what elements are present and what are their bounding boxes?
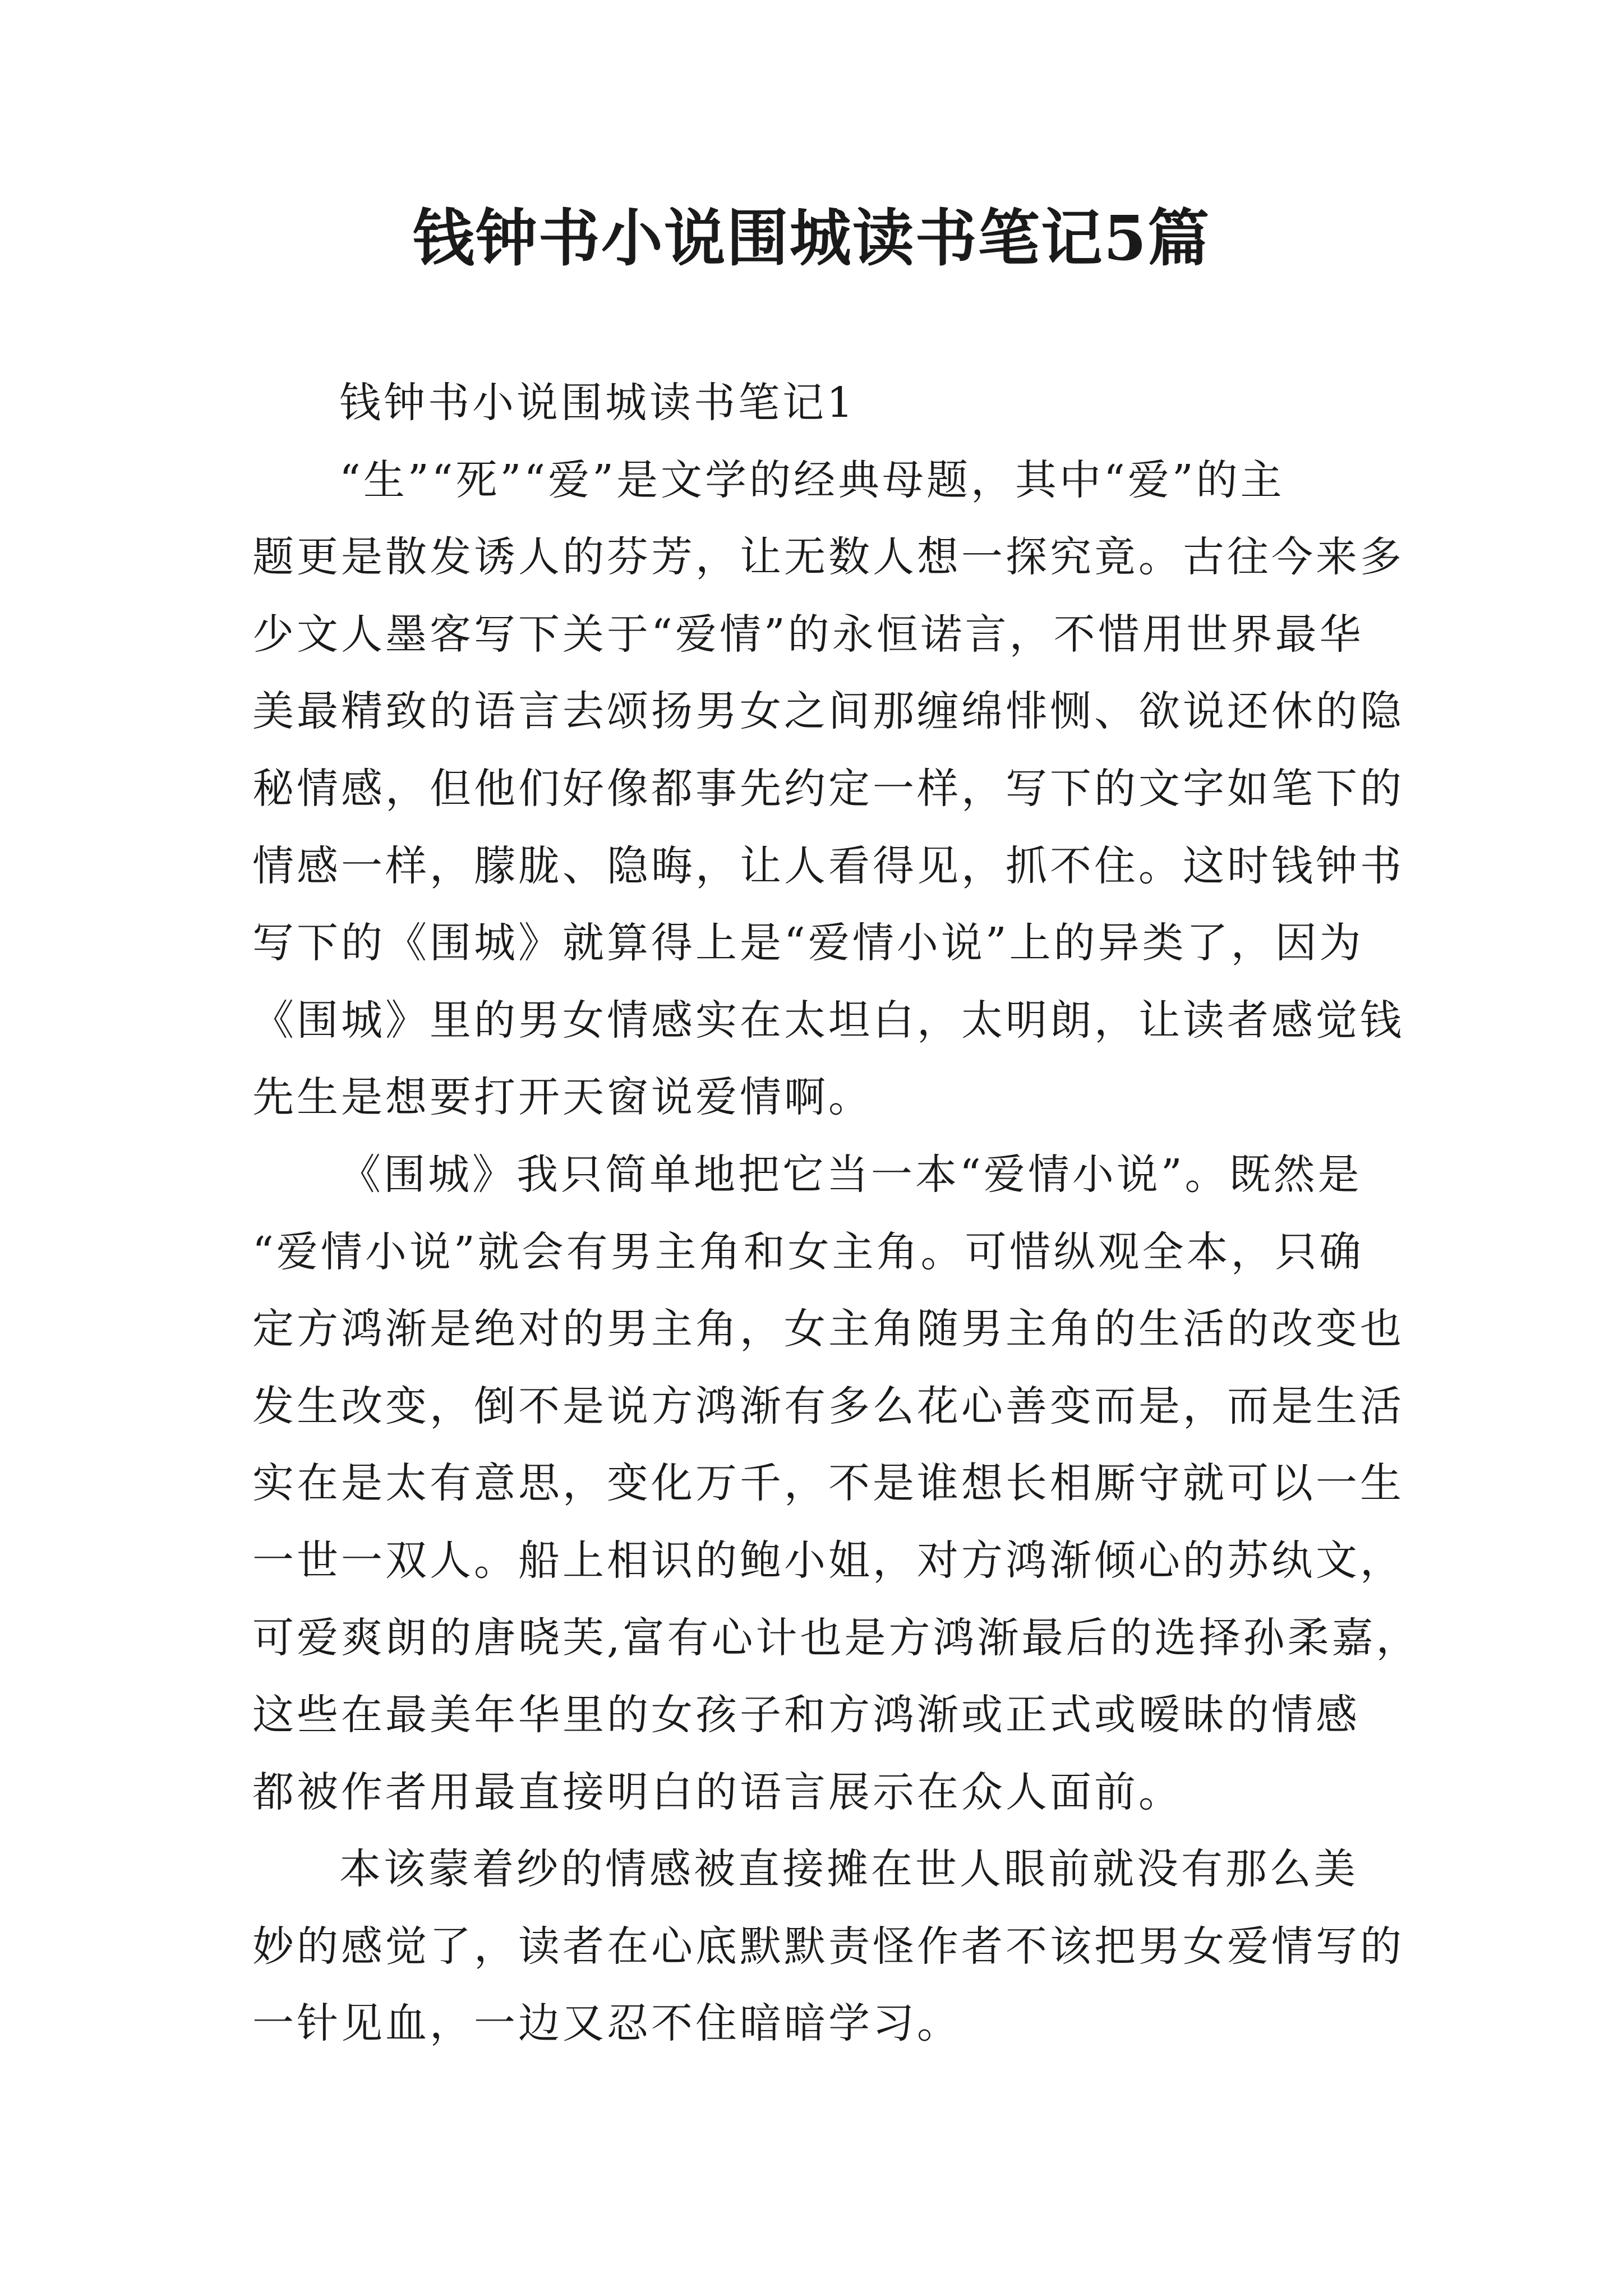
paragraph-line: 先生是想要打开天窗说爱情啊。: [252, 1073, 873, 1122]
paragraph-2: [252, 1137, 1421, 1831]
paragraph-line: 情感一样，朦胧、隐晦，让人看得见，抓不住。这时钱钟书: [252, 841, 1404, 890]
paragraph-line: 发生改变，倒不是说方鸿渐有多么花心善变而是，而是生活: [252, 1382, 1404, 1430]
paragraph-line: 实在是太有意思，变化万千，不是谁想长相厮守就可以一生: [252, 1459, 1404, 1508]
paragraph-line: 少文人墨客写下关于“爱情”的永恒诺言，不惜用世界最华: [252, 610, 1364, 659]
paragraph-line: 都被作者用最直接明白的语言展示在众人面前。: [252, 1768, 1183, 1816]
paragraph-line: 《围城》里的男女情感实在太坦白，太明朗，让读者感觉钱: [252, 996, 1404, 1045]
paragraph-3: [252, 1831, 1404, 2063]
paragraph-line: 《围城》我只简单地把它当一本“爱情小说”。既然是: [339, 1150, 1362, 1199]
paragraph-line: 可爱爽朗的唐晓芙,富有心计也是方鸿渐最后的选择孙柔嘉，: [252, 1613, 1421, 1662]
document-title: 钱钟书小说围城读书笔记5篇: [412, 202, 1211, 274]
paragraph-line: 美最精致的语言去颂扬男女之间那缠绵悱恻、欲说还休的隐: [252, 687, 1404, 736]
paragraph-line: 这些在最美年华里的女孩子和方鸿渐或正式或暧昧的情感: [252, 1691, 1360, 1740]
paragraph-line: 一世一双人。船上相识的鲍小姐，对方鸿渐倾心的苏纨文，: [252, 1536, 1404, 1585]
document-body: [252, 365, 1421, 2063]
paragraph-line: 定方鸿渐是绝对的男主角，女主角随男主角的生活的改变也: [252, 1305, 1404, 1354]
paragraph-line: “爱情小说”就会有男主角和女主角。可惜纵观全本，只确: [252, 1227, 1364, 1276]
paragraph-line: 写下的《围城》就算得上是“爱情小说”上的异类了，因为: [252, 919, 1364, 968]
paragraph-line: 本该蒙着纱的情感被直接摊在世人眼前就没有那么美: [339, 1845, 1358, 1894]
paragraph-line: 妙的感觉了，读者在心底默默责怪作者不该把男女爱情写的: [252, 1922, 1404, 1971]
section-heading: 钱钟书小说围城读书笔记1: [339, 379, 856, 427]
paragraph-1: [252, 442, 1404, 1137]
paragraph-line: 一针见血，一边又忍不住暗暗学习。: [252, 1999, 961, 2048]
paragraph-line: 秘情感，但他们好像都事先约定一样，写下的文字如笔下的: [252, 764, 1404, 813]
paragraph-line: “生”“死”“爱”是文学的经典母题，其中“爱”的主: [339, 455, 1285, 504]
paragraph-line: 题更是散发诱人的芬芳，让无数人想一探究竟。古往今来多: [252, 533, 1404, 582]
